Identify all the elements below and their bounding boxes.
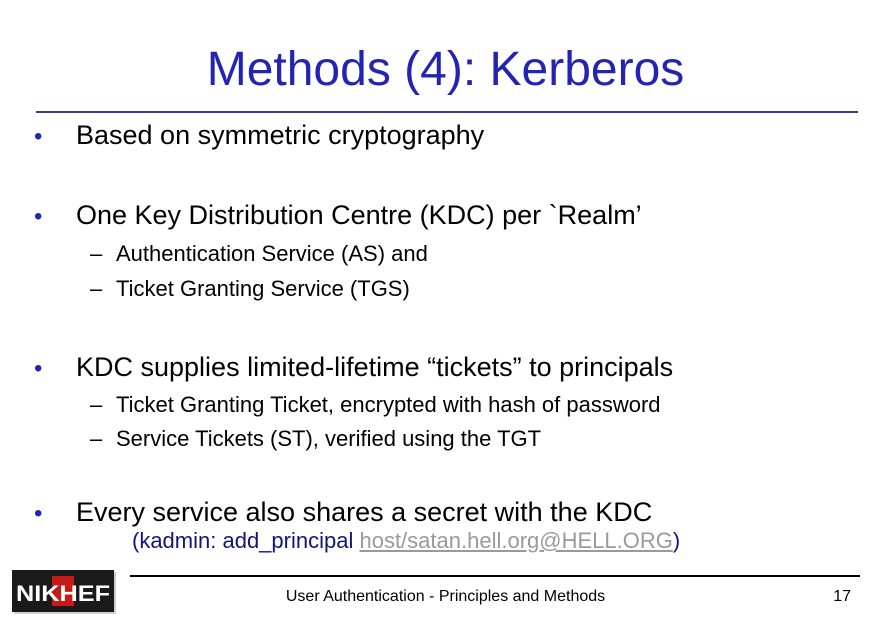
bullet-text: KDC supplies limited-lifetime “tickets” to principals (76, 352, 674, 382)
dash-icon: – (90, 241, 103, 266)
bullet-text: Every service also shares a secret with the KDC (76, 497, 653, 527)
footer-divider (130, 575, 860, 577)
command-prefix: (kadmin: add_principal (132, 528, 360, 553)
bullet-2 (30, 198, 642, 234)
bullet-icon: • (34, 500, 43, 527)
logo-text: NIKHEF (16, 581, 110, 606)
dash-icon: – (90, 426, 103, 451)
command-suffix: ) (672, 528, 681, 553)
sub-bullet-text: Service Tickets (ST), verified using the TGT (116, 426, 542, 451)
sub-bullet (90, 391, 661, 419)
bullet-text: One Key Distribution Centre (KDC) per `Realm’ (76, 200, 642, 230)
footer-caption: User Authentication - Principles and Methods (285, 588, 606, 605)
bullet-1 (30, 118, 484, 154)
dash-icon: – (90, 392, 103, 417)
page-number: 17 (833, 588, 851, 605)
bullet-icon: • (34, 123, 43, 150)
slide-title: Methods (4): Kerberos (206, 43, 685, 96)
bullet-text: Based on symmetric cryptography (76, 120, 485, 150)
kadmin-command (132, 527, 680, 555)
sub-bullet-text: Authentication Service (AS) and (116, 241, 428, 266)
sub-bullet (90, 275, 410, 303)
bullet-icon: • (34, 203, 43, 230)
bullet-3 (30, 350, 673, 386)
sub-bullet (90, 240, 428, 268)
bullet-4 (30, 495, 652, 531)
sub-bullet (90, 425, 541, 453)
dash-icon: – (90, 276, 103, 301)
title-divider (36, 111, 858, 113)
principal-link[interactable]: host/satan.hell.org@HELL.ORG (359, 528, 673, 553)
sub-bullet-text: Ticket Granting Ticket, encrypted with hash of password (116, 392, 661, 417)
sub-bullet-text: Ticket Granting Service (TGS) (116, 276, 410, 301)
bullet-icon: • (34, 355, 43, 382)
